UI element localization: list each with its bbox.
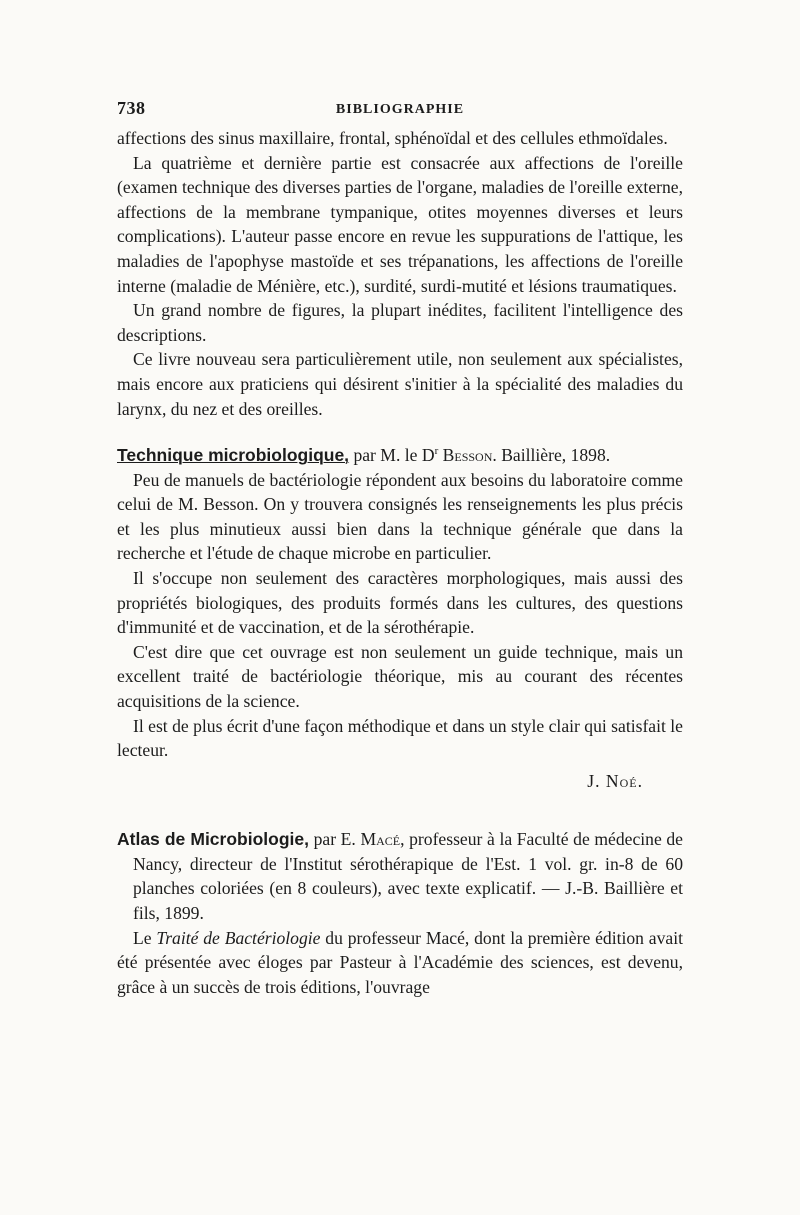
- book-title: Traité de Bactériologie: [156, 927, 321, 948]
- signature: [117, 769, 683, 794]
- review-heading: [117, 827, 683, 925]
- review-byline: par E.: [308, 829, 361, 850]
- review-title: Technique microbiologique,: [117, 444, 350, 465]
- book-page: [117, 96, 683, 999]
- paragraph-rest: du professeur Macé, dont la première édition avait été présentée avec éloges par Pasteur à l'Académie des sciences, est devenu, grâce à un succès de trois éditions, l'ouvrage: [117, 927, 683, 997]
- signature-text: J. Noé.: [587, 770, 643, 791]
- paragraph: Peu de manuels de bactériologie répondent aux besoins du laboratoire comme celui de M. Besson. On y trouvera consignés les renseignements les plus précis et les plus minutieux aussi bien dans la technique générale que dans la recherche et l'étude de chaque microbe en particulier.: [117, 469, 683, 564]
- review-byline: par M. le D: [349, 444, 435, 465]
- paragraph: Il est de plus écrit d'une façon méthodique et dans un style clair qui satisfait le lecteur.: [117, 715, 683, 761]
- paragraph: C'est dire que cet ouvrage est non seulement un guide technique, mais un excellent traité de bactériologie théorique, mis au courant des récentes acquisitions de la science.: [117, 641, 683, 711]
- running-title: BIBLIOGRAPHIE: [335, 102, 465, 117]
- paragraph: Il s'occupe non seulement des caractères morphologiques, mais aussi des propriétés biologiques, des produits formés dans les cultures, des questions d'immunité et de vaccination, et de la sérothérapie.: [117, 567, 683, 638]
- page-number: 738: [117, 98, 146, 118]
- review-publisher: . Baillière, 1898.: [492, 444, 611, 465]
- review-details: , professeur à la Faculté de médecine de Nancy, directeur de l'Institut sérothérapique de l'Est. 1 vol. gr. in-8 de 60 planches coloriées (en 8 couleurs), avec texte explicatif. — J.-B. Baillière et fils, 1899.: [133, 829, 683, 924]
- paragraph: affections des sinus maxillaire, frontal, sphénoïdal et des cellules ethmoïdales.: [117, 128, 668, 148]
- review-byline-sup: r: [434, 445, 439, 458]
- paragraph: Ce livre nouveau sera particulièrement utile, non seulement aux spécialistes, mais encore aux praticiens qui désirent s'initier à la spécialité des maladies du larynx, du nez et des oreilles.: [117, 349, 683, 419]
- paragraph: [117, 926, 683, 1000]
- review-author: Besson: [442, 444, 493, 465]
- running-head: [117, 96, 683, 122]
- paragraph-lead: Le: [133, 927, 157, 948]
- review-author: Macé: [360, 829, 401, 850]
- review-title: Atlas de Microbiologie,: [117, 829, 309, 850]
- review-heading: [117, 439, 683, 467]
- paragraph: Un grand nombre de figures, la plupart inédites, facilitent l'intelligence des descriptions.: [117, 300, 683, 345]
- paragraph: La quatrième et dernière partie est consacrée aux affections de l'oreille (examen technique des diverses parties de l'organe, maladies de l'oreille externe, affections de la membrane tympanique, otites moyennes diverses et leurs complications). L'auteur passe encore en revue les suppurations de l'attique, les maladies de l'apophyse mastoïde et ses trépanations, les affections de l'oreille interne (maladie de Ménière, etc.), surdité, surdi-mutité et lésions traumatiques.: [117, 152, 683, 296]
